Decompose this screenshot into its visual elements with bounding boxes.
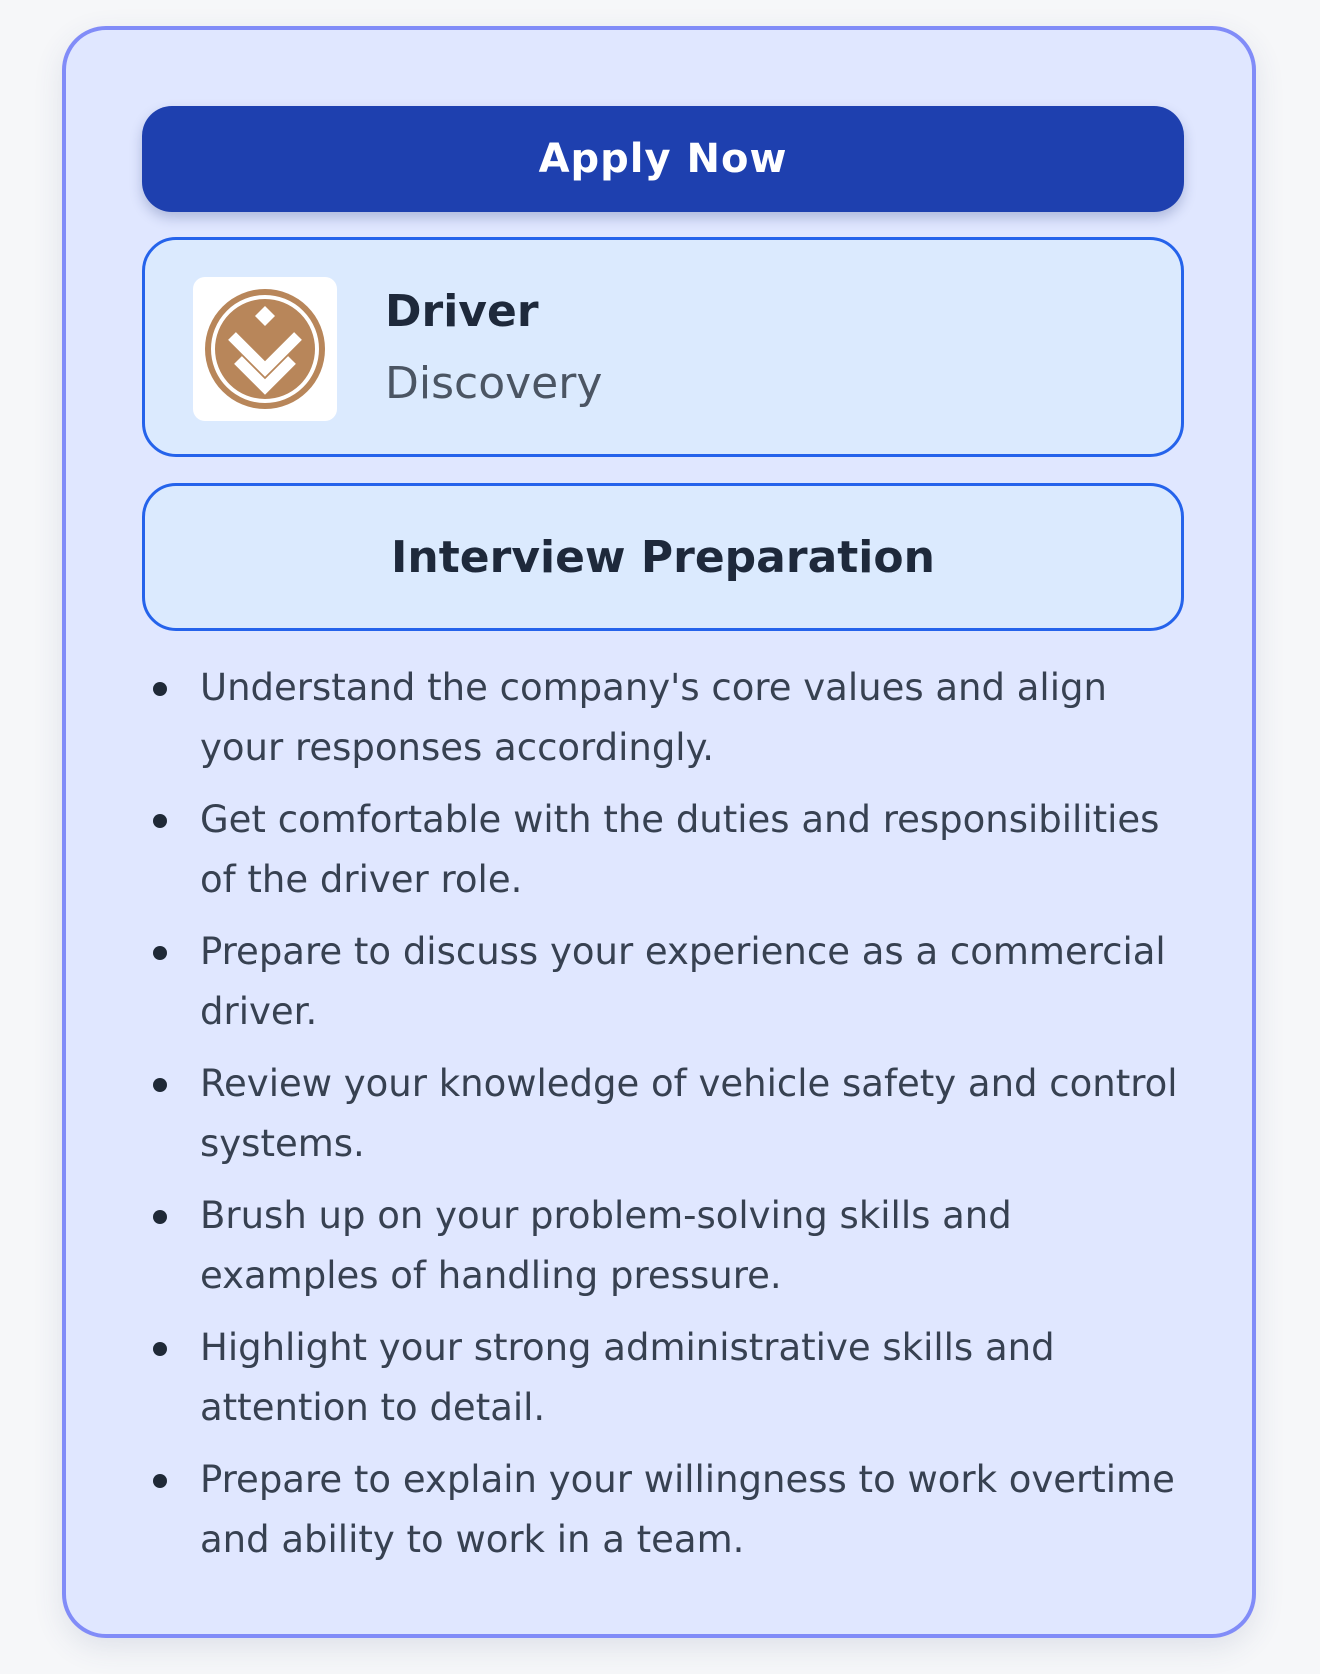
list-item: [142, 790, 1184, 910]
list-item: [142, 658, 1184, 778]
bullet-icon: [153, 946, 167, 960]
list-item: [142, 1318, 1184, 1438]
tip-text: Review your knowledge of vehicle safety and control systems.: [200, 1062, 1178, 1165]
list-item: [142, 1450, 1184, 1570]
tip-text: Highlight your strong administrative skills and attention to detail.: [200, 1326, 1055, 1429]
interview-prep-header: [142, 483, 1184, 631]
company-name: Discovery: [385, 358, 603, 409]
bullet-icon: [153, 682, 167, 696]
company-logo: [193, 277, 337, 421]
bullet-icon: [153, 1078, 167, 1092]
bullet-icon: [153, 814, 167, 828]
job-title: Driver: [385, 286, 539, 337]
prep-tips-list: [142, 658, 1184, 1582]
apply-now-button[interactable]: Apply Now: [142, 106, 1184, 212]
tip-text: Get comfortable with the duties and responsibilities of the driver role.: [200, 798, 1160, 901]
discovery-logo-icon: [202, 286, 328, 412]
bullet-icon: [153, 1210, 167, 1224]
tip-text: Understand the company's core values and align your responses accordingly.: [200, 666, 1107, 769]
list-item: [142, 1186, 1184, 1306]
job-card: [62, 26, 1256, 1638]
tip-text: Prepare to discuss your experience as a commercial driver.: [200, 930, 1166, 1033]
section-heading: Interview Preparation: [391, 531, 935, 583]
job-summary: [142, 237, 1184, 457]
list-item: [142, 1054, 1184, 1174]
tip-text: Prepare to explain your willingness to work overtime and ability to work in a team.: [200, 1458, 1175, 1561]
bullet-icon: [153, 1342, 167, 1356]
tip-text: Brush up on your problem-solving skills and examples of handling pressure.: [200, 1194, 1012, 1297]
bullet-icon: [153, 1474, 167, 1488]
list-item: [142, 922, 1184, 1042]
